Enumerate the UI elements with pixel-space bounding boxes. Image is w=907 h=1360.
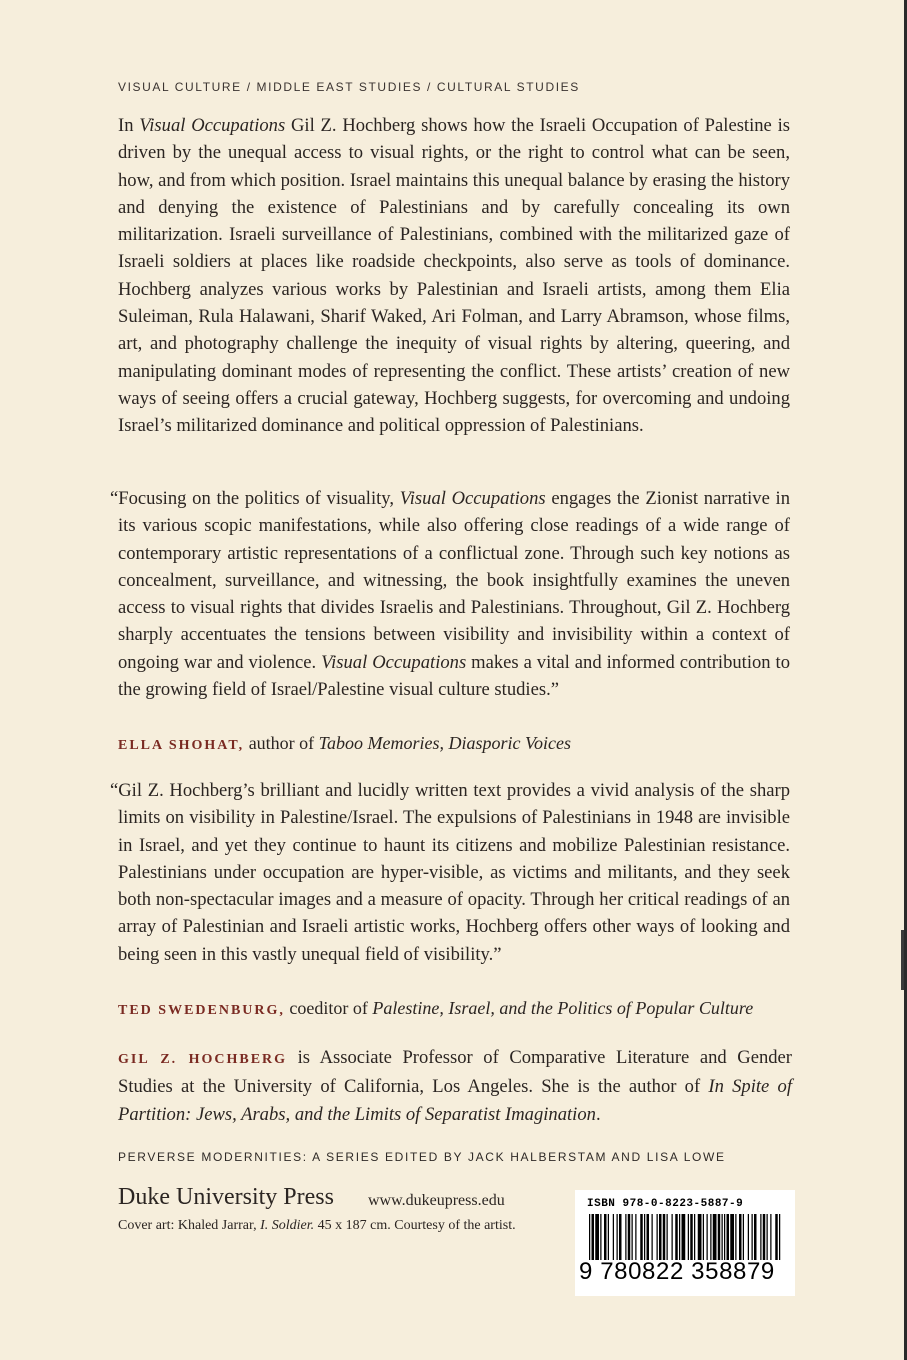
endorsement-quote [110,485,791,703]
barcode-bar [690,1214,693,1260]
barcode-bar [672,1214,673,1260]
credit-text: Cover art: Khaled Jarrar, [118,1218,261,1233]
book-title: Visual Occupations [321,651,467,673]
barcode-bar [775,1214,778,1260]
endorser-work: Palestine, Israel, and the Politics of Popular Culture [372,998,754,1018]
endorser-name: ELLA SHOHAT, [118,738,245,753]
barcode-bar [640,1214,643,1260]
barcode-bar [679,1214,680,1260]
barcode-bar [628,1214,631,1260]
barcode-bar [657,1214,658,1260]
barcode-bar [600,1214,601,1260]
barcode-bar [703,1214,704,1260]
barcode-bar [608,1214,609,1260]
blurb-text: Gil Z. Hochberg shows how the Israeli Occupation of Palestine is driven by the unequal access to visual rights, or the right to control what can be seen, how, and from which position. Israel maintains this unequal balance by erasing the history and denying the existence of Palestinians and by carefully concealing its own militarization. Israeli surveillance of Palestinians, combined with the militarized gaze of Israeli soldiers at places like roadside checkpoints, also serve as tools of dominance. Hochberg analyzes various works by Palestinian and Israeli artists, among them Elia Suleiman, Rula Halawani, Sharif Waked, Ari Folman, and Larry Abramson, whose films, art, and photography challenge the inequity of visual rights by altering, queering, and manipulating dominant modes of representing the conflict. These artists’ creation of new ways of seeing offers a crucial gateway, Hochberg suggests, for overcoming and undoing Israel’s militarized dominance and political oppression of Palestinians. [118,115,790,437]
barcode-bar [647,1214,650,1260]
barcode-bar [707,1214,708,1260]
publisher-name: Duke University Press [118,1184,334,1210]
barcode-bar [688,1214,689,1260]
endorser-work: Taboo Memories, Diasporic Voices [318,733,571,753]
subject-categories: VISUAL CULTURE / MIDDLE EAST STUDIES / CULTURAL STUDIES [118,80,580,94]
blurb-text: In [118,115,140,136]
book-description [118,112,790,440]
isbn-label: ISBN 978-0-8223-5887-9 [587,1198,744,1210]
quote-text: “Focusing on the politics of visuality, [110,488,400,509]
endorser-role: author of [244,733,319,753]
barcode-bar [632,1214,633,1260]
barcode-bar [739,1214,742,1260]
barcode-bar [694,1214,695,1260]
author-work: In Spite of Partition: Jews, Arabs, and the Limits of Separatist Imagination [118,1076,792,1125]
barcode-bar [617,1214,618,1260]
barcode-bar [619,1214,622,1260]
barcode-bar [592,1214,595,1260]
barcode-bar [760,1214,761,1260]
page-edge-shadow [901,930,904,990]
barcode-bar [625,1214,626,1260]
barcode-bar [724,1214,725,1260]
barcode-bar [675,1214,678,1260]
endorsement-quote: “Gil Z. Hochberg’s brilliant and lucidly written text provides a vivid analysis of the sharp limits on visibility in Palestine/Israel. The expulsions of Palestinians in 1948 are invisible in Israel, and yet they continue to haunt its citizens and mobilize Palestinian resistance. Palestinians under occupation are hyper-visible, as victims and militants, and they seek both non-spectacular images and a measure of opacity. Through her critical readings of an array of Palestinian and Israeli artistic works, Hochberg offers other ways of looking and being seen in this vastly unequal field of visibility.” [110,780,790,965]
barcode-bar [659,1214,662,1260]
isbn-digits: 9 780822 358879 [579,1258,775,1285]
barcode-bar [767,1214,768,1260]
series-credit: PERVERSE MODERNITIES: A SERIES EDITED BY JACK HALBERSTAM AND LISA LOWE [118,1150,726,1164]
barcode-bar [779,1214,780,1260]
barcode-bar [730,1214,734,1260]
barcode-bar [663,1214,666,1260]
quote-text: makes a vital and informed contribution to the growing field of Israel/Palestine visual culture studies.” [118,651,790,701]
barcode-bar [763,1214,766,1260]
barcode-bar [613,1214,614,1260]
author-name: GIL Z. HOCHBERG [118,1052,288,1067]
barcode-bar [718,1214,721,1260]
bio-text: . [595,1103,601,1125]
publisher-url: www.dukeupress.edu [368,1192,505,1209]
barcode-bar [635,1214,636,1260]
barcode-bar [713,1214,717,1260]
barcode-bar [652,1214,653,1260]
barcode-bar [604,1214,607,1260]
barcode-bar [748,1214,749,1260]
credit-text: 45 x 187 cm. Courtesy of the artist. [314,1218,516,1233]
barcode-bar [644,1214,645,1260]
book-title: Visual Occupations [399,488,546,509]
endorsement-attribution [118,998,753,1019]
isbn-barcode-block [575,1190,795,1296]
barcode-bar [743,1214,744,1260]
barcode-bar [589,1214,590,1260]
barcode-bar [727,1214,730,1260]
book-title: Visual Occupations [139,115,286,136]
barcode-bar [710,1214,711,1260]
endorsement-attribution [118,733,571,754]
barcode-bar [735,1214,736,1260]
quote-text: engages the Zionist narrative in its various scopic manifestations, while also offering close readings of a wide range of contemporary artistic representations of a conflictual zone. Through such key notions as concealment, surveillance, and witnessing, the book insightfully examines the uneven access to visual rights that divides Israelis and Palestinians. Throughout, Gil Z. Hochberg sharply accentuates the tensions between visibility and invisibility within a context of ongoing war and violence. [118,488,791,673]
barcode-bar [682,1214,686,1260]
barcode-bar [667,1214,668,1260]
bio-text: is Associate Professor of Comparative Literature and Gender Studies at the University of California, Los Angeles. She is the author of [118,1047,792,1098]
barcode-bar [754,1214,757,1260]
cover-art-credit [118,1218,516,1234]
barcode-bar [698,1214,702,1260]
endorser-role: coeditor of [284,998,373,1018]
barcode-bar [770,1214,771,1260]
barcode-bar [595,1214,599,1260]
barcode-bar [752,1214,753,1260]
author-bio [118,1044,792,1128]
endorser-name: TED SWEDENBURG, [118,1003,285,1018]
artwork-title: I. Soldier. [260,1218,315,1233]
barcode-bar [722,1214,723,1260]
